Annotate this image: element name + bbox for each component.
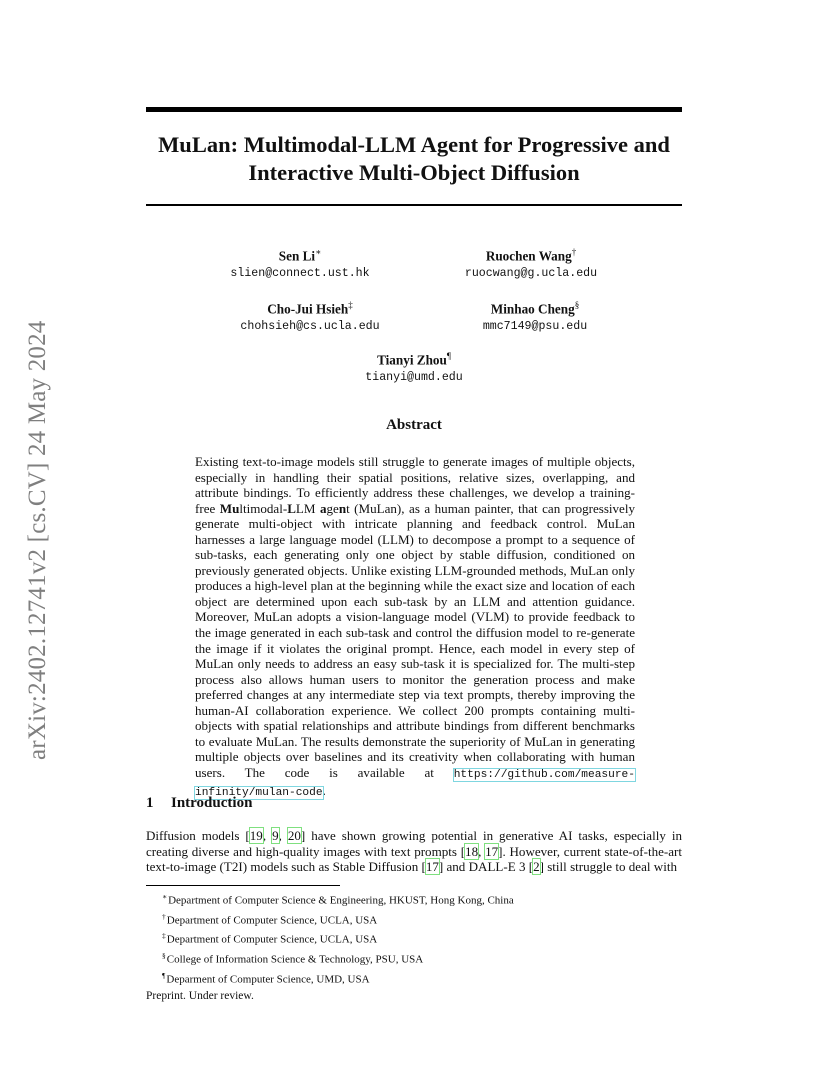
abstract-fragment: .: [322, 783, 326, 799]
abstract-fragment: Existing text-to-image models still struggle to generate images of multiple objects, especially in handling their spatial positions, relative sizes, overlapping, and attribute bindings. To efficiently address these challenges, we develop a training-free: [195, 454, 635, 516]
footnote-mark: ¶: [162, 970, 166, 980]
abstract-bold-fragment: Mu: [219, 500, 240, 516]
preprint-note: Preprint. Under review.: [146, 990, 254, 1002]
intro-fragment: ] and DALL-E 3 [: [438, 859, 534, 875]
footnote: [162, 968, 682, 988]
author-name: Sen Li: [278, 248, 316, 264]
author-ruochen-wang: [411, 243, 651, 283]
title-top-rule: [146, 107, 682, 112]
arxiv-stamp: [18, 280, 58, 760]
section-title: Introduction: [171, 795, 253, 811]
footnote-mark: ‡: [162, 931, 166, 941]
introduction-paragraph: [146, 828, 682, 875]
title-line-1: MuLan: Multimodal-LLM Agent for Progressive and: [158, 132, 670, 157]
footnotes: [162, 889, 682, 987]
footnote: [162, 909, 682, 929]
footnote: [162, 889, 682, 909]
author-email[interactable]: slien@connect.ust.hk: [230, 267, 370, 281]
footnote-text: Department of Computer Science & Engineering, HKUST, Hong Kong, China: [168, 894, 514, 907]
footnote-text: Department of Computer Science, UCLA, USA: [166, 914, 378, 927]
paper-title: [146, 131, 682, 187]
author-mark: §: [574, 300, 580, 310]
intro-fragment: ,: [262, 828, 273, 843]
title-line-2: Interactive Multi-Object Diffusion: [248, 160, 580, 185]
author-sen-li: [180, 243, 420, 283]
citation-link[interactable]: 19: [249, 828, 263, 843]
abstract-fragment: ltimodal-: [239, 500, 288, 516]
intro-fragment: ,: [478, 843, 486, 859]
author-email[interactable]: ruocwang@g.ucla.edu: [464, 267, 598, 281]
author-tianyi-zhou: [294, 347, 534, 387]
citation-link[interactable]: 9: [272, 828, 279, 843]
footnote: [162, 928, 682, 948]
abstract-bold-fragment: L: [287, 500, 296, 516]
citation-link[interactable]: 17: [485, 843, 499, 859]
author-mark: ‡: [348, 300, 353, 310]
author-name: Minhao Cheng: [490, 301, 575, 317]
section-number: 1: [146, 795, 154, 811]
author-mark: †: [571, 247, 577, 257]
abstract-fragment: ge: [326, 500, 339, 516]
code-url-link[interactable]: https://github.com/measure-infinity/mulan-code: [195, 768, 635, 800]
author-email[interactable]: tianyi@umd.edu: [365, 371, 463, 385]
abstract-fragment: LM: [295, 500, 320, 516]
author-email[interactable]: mmc7149@psu.edu: [482, 320, 588, 334]
abstract-heading: Abstract: [386, 417, 442, 433]
author-name: Tianyi Zhou: [377, 352, 447, 368]
footnote-text: College of Information Science & Technology, PSU, USA: [166, 953, 424, 966]
author-cho-jui-hsieh: [190, 296, 430, 336]
intro-fragment: Diffusion models [: [146, 828, 250, 843]
citation-link[interactable]: 2: [533, 859, 540, 875]
intro-fragment: ] have shown growing potential in generative AI tasks, especially in creating diverse and high-quality images with text prompts [: [146, 828, 682, 859]
footnote-mark: ∗: [162, 892, 168, 901]
footnote-text: Deparment of Computer Science, UMD, USA: [166, 973, 370, 986]
author-name: Ruochen Wang: [485, 248, 572, 264]
author-email[interactable]: chohsieh@cs.ucla.edu: [240, 320, 380, 334]
section-heading-introduction: [146, 795, 252, 812]
citation-link[interactable]: 17: [425, 859, 439, 875]
author-mark: ∗: [315, 247, 322, 257]
abstract-bold-fragment: n: [338, 500, 347, 516]
arxiv-identifier: arXiv:2402.12741v2 [cs.CV] 24 May 2024: [24, 320, 51, 760]
author-name: Cho-Jui Hsieh: [267, 301, 349, 317]
abstract-bold-fragment: a: [319, 500, 327, 516]
intro-fragment: ,: [278, 828, 288, 843]
title-bottom-rule: [146, 204, 682, 206]
abstract-fragment: t (MuLan), as a human painter, that can progressively generate multi-object with intricate planning and feedback control. MuLan harnesses a large language model (LLM) to decompose a prompt to a sequence of sub-tasks, each generating only one object by stable diffusion, conditioned on previously generated objects. Unlike existing LLM-grounded methods, MuLan only produces a high-level plan at the beginning while the exact size and location of each object are determined upon each sub-task by an LLM and attention guidance. Moreover, MuLan adopts a vision-language model (VLM) to provide feedback to the image generated in each sub-task and control the diffusion model to re-generate the image if it violates the original prompt. Hence, each model in every step of MuLan only needs to address an easy sub-task it is specialized for. The multi-step process also allows human users to monitor the generation process and make preferred changes at any intermediate step via text prompts, thereby improving the human-AI collaboration experience. We collect 200 prompts containing multi-objects with spatial relationships and attribute bindings from different benchmarks to evaluate MuLan. The results demonstrate the superiority of MuLan in generating multiple objects over baselines and its creativity when collaborating with human users. The code is available at: [195, 500, 635, 780]
footnote-mark: †: [162, 911, 166, 921]
abstract-text: [195, 454, 635, 802]
citation-link[interactable]: 20: [287, 828, 301, 843]
author-minhao-cheng: [415, 296, 655, 336]
intro-fragment: ] still struggle to deal with: [539, 859, 677, 875]
footnote: [162, 948, 682, 968]
footnote-text: Department of Computer Science, UCLA, USA: [166, 933, 378, 946]
footnote-rule: [146, 885, 340, 886]
footnote-mark: §: [162, 950, 166, 960]
author-mark: ¶: [446, 351, 451, 361]
intro-fragment: ]. However, current state-of-the-art text-to-image (T2I) models such as Stable Diffusion [: [146, 843, 682, 875]
citation-link[interactable]: 18: [465, 843, 479, 859]
